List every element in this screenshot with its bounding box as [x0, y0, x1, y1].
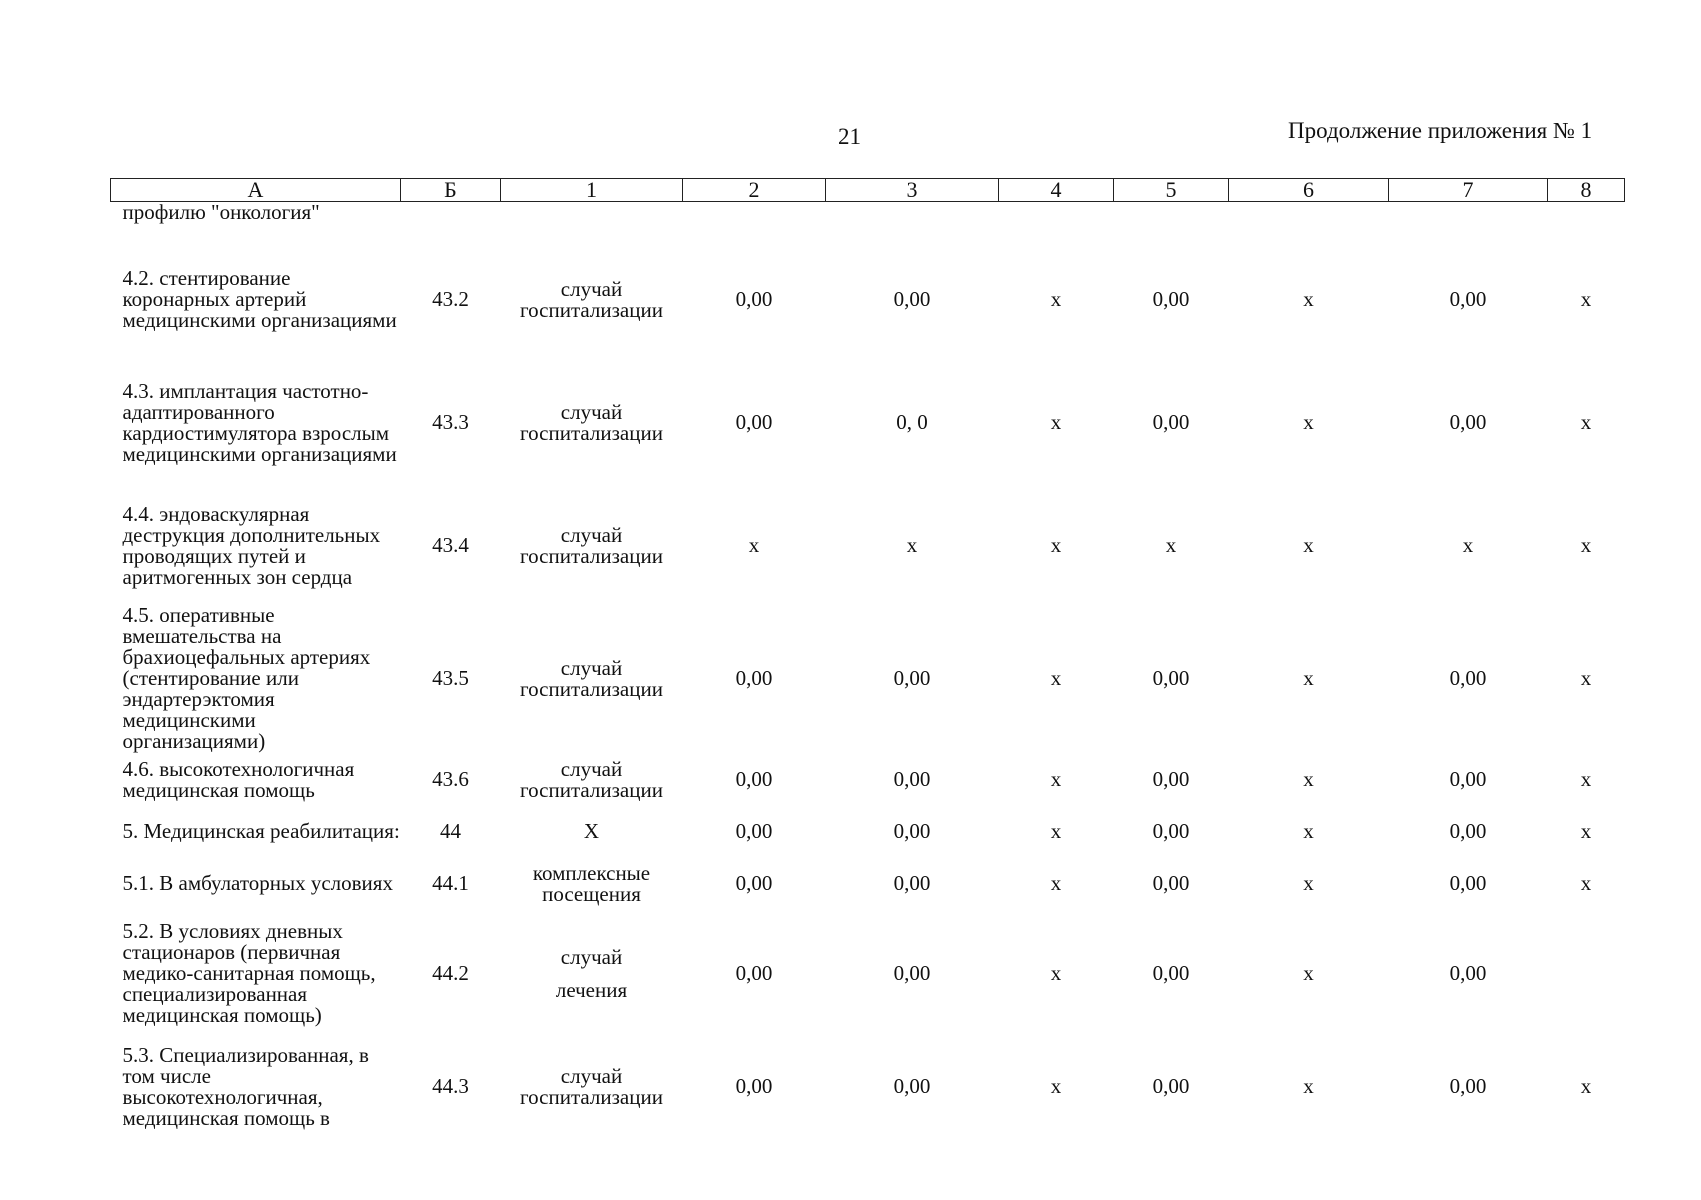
column-header-5: 5: [1114, 179, 1229, 202]
row-value-8: x: [1580, 533, 1592, 557]
row-value-4: x: [1050, 961, 1062, 985]
column-header-1: 1: [501, 179, 683, 202]
row-description: 5.3. Специализированная, в том числе высокотехнологичная, медицинская помощь в: [122, 1042, 369, 1130]
row-value-6: x: [1303, 819, 1314, 843]
row-code: 44.2: [432, 961, 469, 985]
row-value-4: x: [1050, 666, 1062, 690]
table-row: [111, 358, 1625, 488]
row-description: 4.4. эндоваскулярная деструкция дополнительных проводящих путей и аритмогенных зон сердца: [122, 501, 381, 589]
appendix-continuation-note: Продолжение приложения № 1: [1288, 118, 1593, 143]
row-value-8: x: [1580, 287, 1592, 311]
row-value-4: x: [1050, 533, 1062, 557]
table-row: [111, 242, 1625, 358]
row-code: 44.3: [432, 1074, 469, 1098]
row-unit: случай лечения: [555, 944, 628, 1002]
row-value-2: 0,00: [735, 961, 773, 985]
row-unit: случай госпитализации: [520, 756, 663, 802]
row-value-4: x: [1050, 871, 1062, 895]
column-header-8: 8: [1548, 179, 1625, 202]
row-value-4: x: [1050, 1074, 1062, 1098]
row-description: 4.6. высокотехнологичная медицинская помощь: [122, 756, 355, 802]
row-value-7: 0,00: [1449, 961, 1487, 985]
row-value-3: x: [906, 533, 918, 557]
row-value-8: x: [1580, 1074, 1592, 1098]
column-header-b: Б: [401, 179, 501, 202]
column-header-7: 7: [1389, 179, 1548, 202]
row-unit: случай госпитализации: [520, 276, 663, 322]
row-description: 5. Медицинская реабилитация:: [122, 819, 400, 843]
row-value-7: 0,00: [1449, 287, 1487, 311]
row-value-7: 0,00: [1449, 666, 1487, 690]
row-description: 4.5. оперативные вмешательства на брахиоцефальных артериях (стентирование или эндартерэктомия медицинскими организациями): [122, 603, 371, 753]
row-unit: комплексные посещения: [532, 860, 651, 906]
row-value-6: x: [1303, 533, 1314, 557]
row-code: 43.6: [432, 767, 469, 791]
column-header-a: А: [111, 179, 401, 202]
table-row: [111, 488, 1625, 604]
table-row: [111, 910, 1625, 1038]
row-value-5: 0,00: [1152, 287, 1190, 311]
row-code: 43.5: [432, 666, 469, 690]
row-unit: случай госпитализации: [520, 399, 663, 445]
row-value-8: [1548, 910, 1625, 1038]
row-value-4: x: [1050, 819, 1062, 843]
row-description: 5.2. В условиях дневных стационаров (первичная медико-санитарная помощь, специализированная медицинская помощь): [122, 919, 376, 1027]
row-value-8: x: [1580, 819, 1592, 843]
column-header-2: 2: [683, 179, 826, 202]
row-description: 5.1. В амбулаторных условиях: [122, 871, 393, 895]
row-value-3: 0,00: [893, 767, 931, 791]
row-value-6: x: [1303, 871, 1314, 895]
row-value-6: x: [1303, 767, 1314, 791]
row-value-2: x: [748, 533, 760, 557]
row-value-5: x: [1165, 533, 1177, 557]
column-header-4: 4: [999, 179, 1114, 202]
row-value-4: x: [1050, 287, 1062, 311]
row-value-3: 0,00: [893, 666, 931, 690]
row-value-8: x: [1580, 410, 1592, 434]
table-header-row: [111, 179, 1625, 202]
row-unit: случай госпитализации: [520, 522, 663, 568]
row-description: 4.3. имплантация частотно-адаптированного кардиостимулятора взрослым медицинскими организациями: [122, 378, 397, 466]
continued-text: профилю "онкология": [122, 200, 320, 224]
row-code: 43.2: [432, 287, 469, 311]
row-value-3: 0,00: [893, 1074, 931, 1098]
page-number: 21: [838, 124, 861, 149]
appendix-table: [110, 178, 1625, 1136]
column-header-3: 3: [826, 179, 999, 202]
row-value-4: x: [1050, 410, 1062, 434]
row-unit: случай госпитализации: [520, 1063, 663, 1109]
row-value-5: 0,00: [1152, 666, 1190, 690]
row-value-3: 0,00: [893, 961, 931, 985]
row-value-3: 0,00: [893, 819, 931, 843]
row-value-3: 0,00: [893, 871, 931, 895]
row-value-5: 0,00: [1152, 871, 1190, 895]
row-unit: случай госпитализации: [520, 655, 663, 701]
row-value-7: x: [1462, 533, 1474, 557]
row-value-8: x: [1580, 871, 1592, 895]
row-value-6: x: [1303, 961, 1314, 985]
table-row: [111, 806, 1625, 858]
row-value-8: x: [1580, 767, 1592, 791]
row-value-6: x: [1303, 1074, 1314, 1098]
table-row: [111, 754, 1625, 806]
table-row: [111, 858, 1625, 910]
column-header-6: 6: [1229, 179, 1389, 202]
table-row: [111, 604, 1625, 754]
row-value-7: 0,00: [1449, 767, 1487, 791]
row-value-2: 0,00: [735, 871, 773, 895]
row-unit: Х: [583, 819, 600, 843]
row-description: 4.2. стентирование коронарных артерий медицинскими организациями: [122, 266, 397, 332]
row-value-7: 0,00: [1449, 819, 1487, 843]
row-code: 44: [440, 819, 461, 843]
row-value-5: 0,00: [1152, 1074, 1190, 1098]
row-value-2: 0,00: [735, 767, 773, 791]
row-value-2: 0,00: [735, 287, 773, 311]
row-value-2: 0,00: [735, 819, 773, 843]
row-value-6: x: [1303, 287, 1314, 311]
row-value-8: x: [1580, 666, 1592, 690]
row-code: 43.4: [432, 533, 469, 557]
row-value-7: 0,00: [1449, 410, 1487, 434]
row-value-5: 0,00: [1152, 410, 1190, 434]
table-row-continued: [111, 202, 1625, 242]
row-value-6: x: [1303, 410, 1314, 434]
row-value-3: 0, 0: [896, 410, 928, 434]
row-value-2: 0,00: [735, 666, 773, 690]
row-code: 44.1: [432, 871, 469, 895]
row-value-5: 0,00: [1152, 767, 1190, 791]
row-value-6: x: [1303, 666, 1314, 690]
row-value-4: x: [1050, 767, 1062, 791]
row-value-2: 0,00: [735, 1074, 773, 1098]
row-value-7: 0,00: [1449, 871, 1487, 895]
table-row: [111, 1038, 1625, 1136]
row-value-5: 0,00: [1152, 961, 1190, 985]
row-code: 43.3: [432, 410, 469, 434]
row-value-2: 0,00: [735, 410, 773, 434]
row-value-5: 0,00: [1152, 819, 1190, 843]
row-value-3: 0,00: [893, 287, 931, 311]
row-value-7: 0,00: [1449, 1074, 1487, 1098]
